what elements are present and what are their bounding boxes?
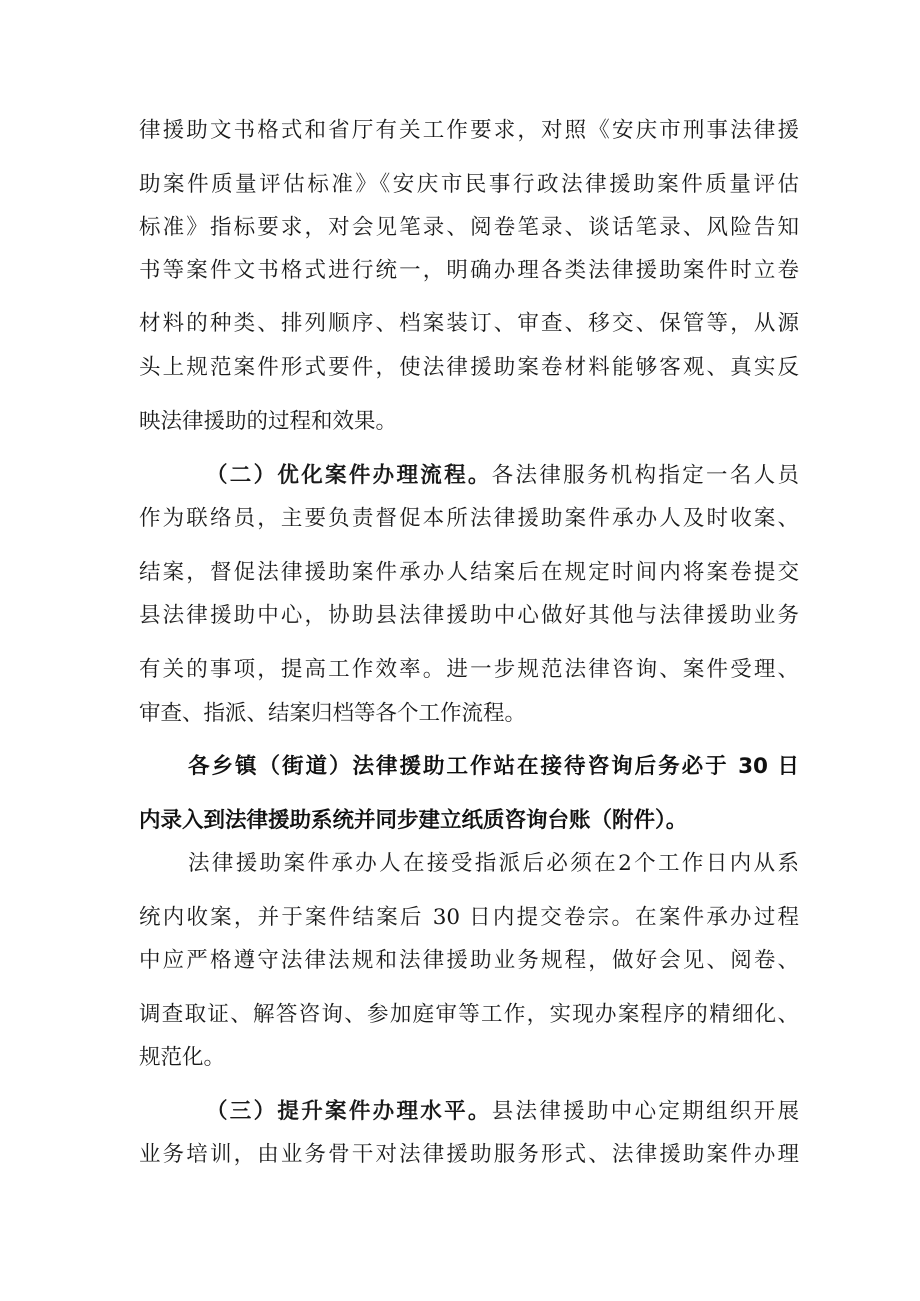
para4-line-1: 法律援助案件承办人在接受指派后必须在2个工作日内从系 [188,851,799,876]
para2-line-1-rest: 各法律服务机构指定一名人员 [491,463,799,488]
para4-line-3: 中应严格遵守法律法规和法律援助业务规程，做好会见、阅卷、 [139,948,799,973]
section-heading-3: （三）提升案件办理水平。 [206,1099,492,1124]
para1-line-1: 律援助文书格式和省厅有关工作要求，对照《安庆市刑事法律援 [139,118,799,143]
para5-line-2: 业务培训，由业务骨干对法律援助服务形式、法律援助案件办理 [139,1142,799,1167]
para1-line-6: 头上规范案件形式要件，使法律援助案卷材料能够客观、真实反 [139,355,799,380]
para3-line-2: 内录入到法律援助系统并同步建立纸质咨询台账（附件）。 [139,808,688,833]
para4-line-5: 规范化。 [139,1045,226,1070]
para2-line-5: 有关的事项，提高工作效率。进一步规范法律咨询、案件受理、 [139,657,799,682]
para1-line-4: 书等案件文书格式进行统一，明确办理各类法律援助案件时立卷 [139,258,799,283]
para4-line-2: 统内收案，并于案件结案后 30 日内提交卷宗。在案件承办过程 [139,905,799,930]
para4-line-4: 调查取证、解答咨询、参加庭审等工作，实现办案程序的精细化、 [139,1002,799,1027]
para1-line-3: 标准》指标要求，对会见笔录、阅卷笔录、谈话笔录、风险告知 [139,215,799,240]
para3-line-1: 各乡镇（街道）法律援助工作站在接待咨询后务必于 30 日 [188,754,799,779]
para1-line-5: 材料的种类、排列顺序、档案装订、审查、移交、保管等，从源 [139,311,799,336]
para1-line-2: 助案件质量评估标准》《安庆市民事行政法律援助案件质量评估 [139,172,799,197]
para5-line-1 [206,1097,799,1127]
para2-line-3: 结案，督促法律援助案件承办人结案后在规定时间内将案卷提交 [139,560,799,585]
para2-line-2: 作为联络员，主要负责督促本所法律援助案件承办人及时收案、 [139,506,799,531]
para5-line-1-rest: 县法律援助中心定期组织开展 [491,1099,799,1124]
para2-line-4: 县法律援助中心，协助县法律援助中心做好其他与法律援助业务 [139,603,799,628]
para2-line-1 [206,461,799,491]
section-heading-2: （二）优化案件办理流程。 [206,463,492,488]
para2-line-6: 审查、指派、结案归档等各个工作流程。 [139,701,527,726]
para1-line-7: 映法律援助的过程和效果。 [139,409,398,434]
